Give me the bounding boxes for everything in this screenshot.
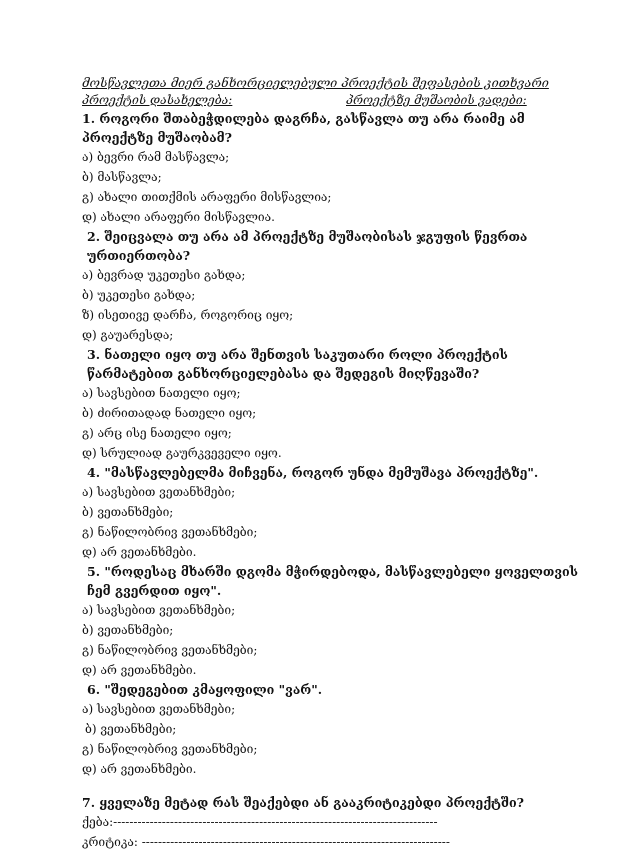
answer-option: გ) ნაწილობრივ ვეთანხმები; (82, 742, 258, 756)
answer-option: დ) არ ვეთანხმები. (82, 545, 197, 559)
answer-option: ზ) ისეთივე დარჩა, როგორიც იყო; (82, 308, 294, 322)
answer-option: ა) სავსებით ვეთანხმები; (82, 702, 236, 716)
questionnaire-page (82, 74, 582, 852)
question-text: 6. "შედეგებით კმაყოფილი "ვარ". (87, 682, 323, 697)
question-block-1 (82, 109, 582, 227)
question-block-6 (82, 680, 582, 779)
answer-option: გ) ნაწილობრივ ვეთანხმები; (82, 643, 258, 657)
question-text: 1. როგორი შთაბეჭდილება დაგრჩა, გასწავლა თუ არა რაიმე ამ პროექტზე მუშაობამ? (82, 111, 525, 145)
question-text: 5. "როდესაც მხარში დგომა მჭირდებოდა, მასწავლებელი ყოველთვის ჩემ გვერდით იყო". (87, 564, 578, 598)
answer-option: ა) სავსებით ნათელი იყო; (82, 386, 241, 400)
project-name-label: პროექტის დასახელება: (82, 93, 233, 107)
answer-option: ბ) უკეთესი გახდა; (82, 288, 196, 302)
question-text: 3. ნათელი იყო თუ არა შენთვის საკუთარი როლი პროექტის წარმატებით განხორციელებასა და შედეგის მიღწევაში? (87, 347, 508, 381)
page-title: მოსწავლეთა მიერ განხორციელებული პროექტის შეფასების კითხვარი (82, 75, 549, 90)
question-block-7 (82, 793, 582, 852)
question-text: 4. "მასწავლებელმა მიჩვენა, როგორ უნდა მემუშავა პროექტზე". (87, 465, 539, 480)
answer-option: ბ) მასწავლა; (82, 170, 162, 184)
work-stage-label: პროექტზე მუშაობის ვადები: (346, 93, 527, 107)
answer-option: გ) ნაწილობრივ ვეთანხმები; (82, 525, 258, 539)
question-text: 2. შეიცვალა თუ არა ამ პროექტზე მუშაობისას ჯგუფის წევრთა ურთიერთობა? (87, 229, 528, 263)
answer-option: დ) არ ვეთანხმები. (82, 762, 197, 776)
answer-option: დ) არ ვეთანხმები. (82, 663, 197, 677)
question-block-5 (82, 562, 582, 680)
question-block-4 (82, 463, 582, 562)
spacer (82, 779, 582, 793)
answer-option: დ) სრულიად გაურკვეველი იყო. (82, 446, 282, 460)
answer-option: ა) სავსებით ვეთანხმები; (82, 485, 236, 499)
answer-option: დ) გაუარესდა; (82, 328, 174, 342)
answer-option: ა) ბევრი რამ მასწავლა; (82, 150, 230, 164)
critique-answer-line[interactable]: კრიტიკა: ---------------------------------------------------------------------------- (82, 835, 450, 849)
answer-option: ბ) ვეთანხმები; (82, 623, 174, 637)
answer-option: გ) არც ისე ნათელი იყო; (82, 426, 232, 440)
project-info-row (82, 92, 582, 109)
answer-option: დ) ახალი არაფერი მისწავლია. (82, 210, 275, 224)
question-block-3 (82, 345, 582, 463)
question-text: 7. ყველაზე მეტად რას შეაქებდი ან გააკრიტიკებდი პროექტში? (82, 795, 525, 810)
answer-option: ბ) ვეთანხმები; (85, 722, 177, 736)
answer-option: ა) ბევრად უკეთესი გახდა; (82, 268, 246, 282)
answer-option: გ) ახალი თითქმის არაფერი მისწავლია; (82, 190, 332, 204)
question-block-2 (82, 227, 582, 345)
answer-option: ბ) ვეთანხმები; (82, 505, 174, 519)
answer-option: ა) სავსებით ვეთანხმები; (82, 603, 236, 617)
praise-answer-line[interactable]: ქება:-------------------------------------------------------------------------------- (82, 815, 438, 829)
answer-option: ბ) ძირითადად ნათელი იყო; (82, 406, 257, 420)
